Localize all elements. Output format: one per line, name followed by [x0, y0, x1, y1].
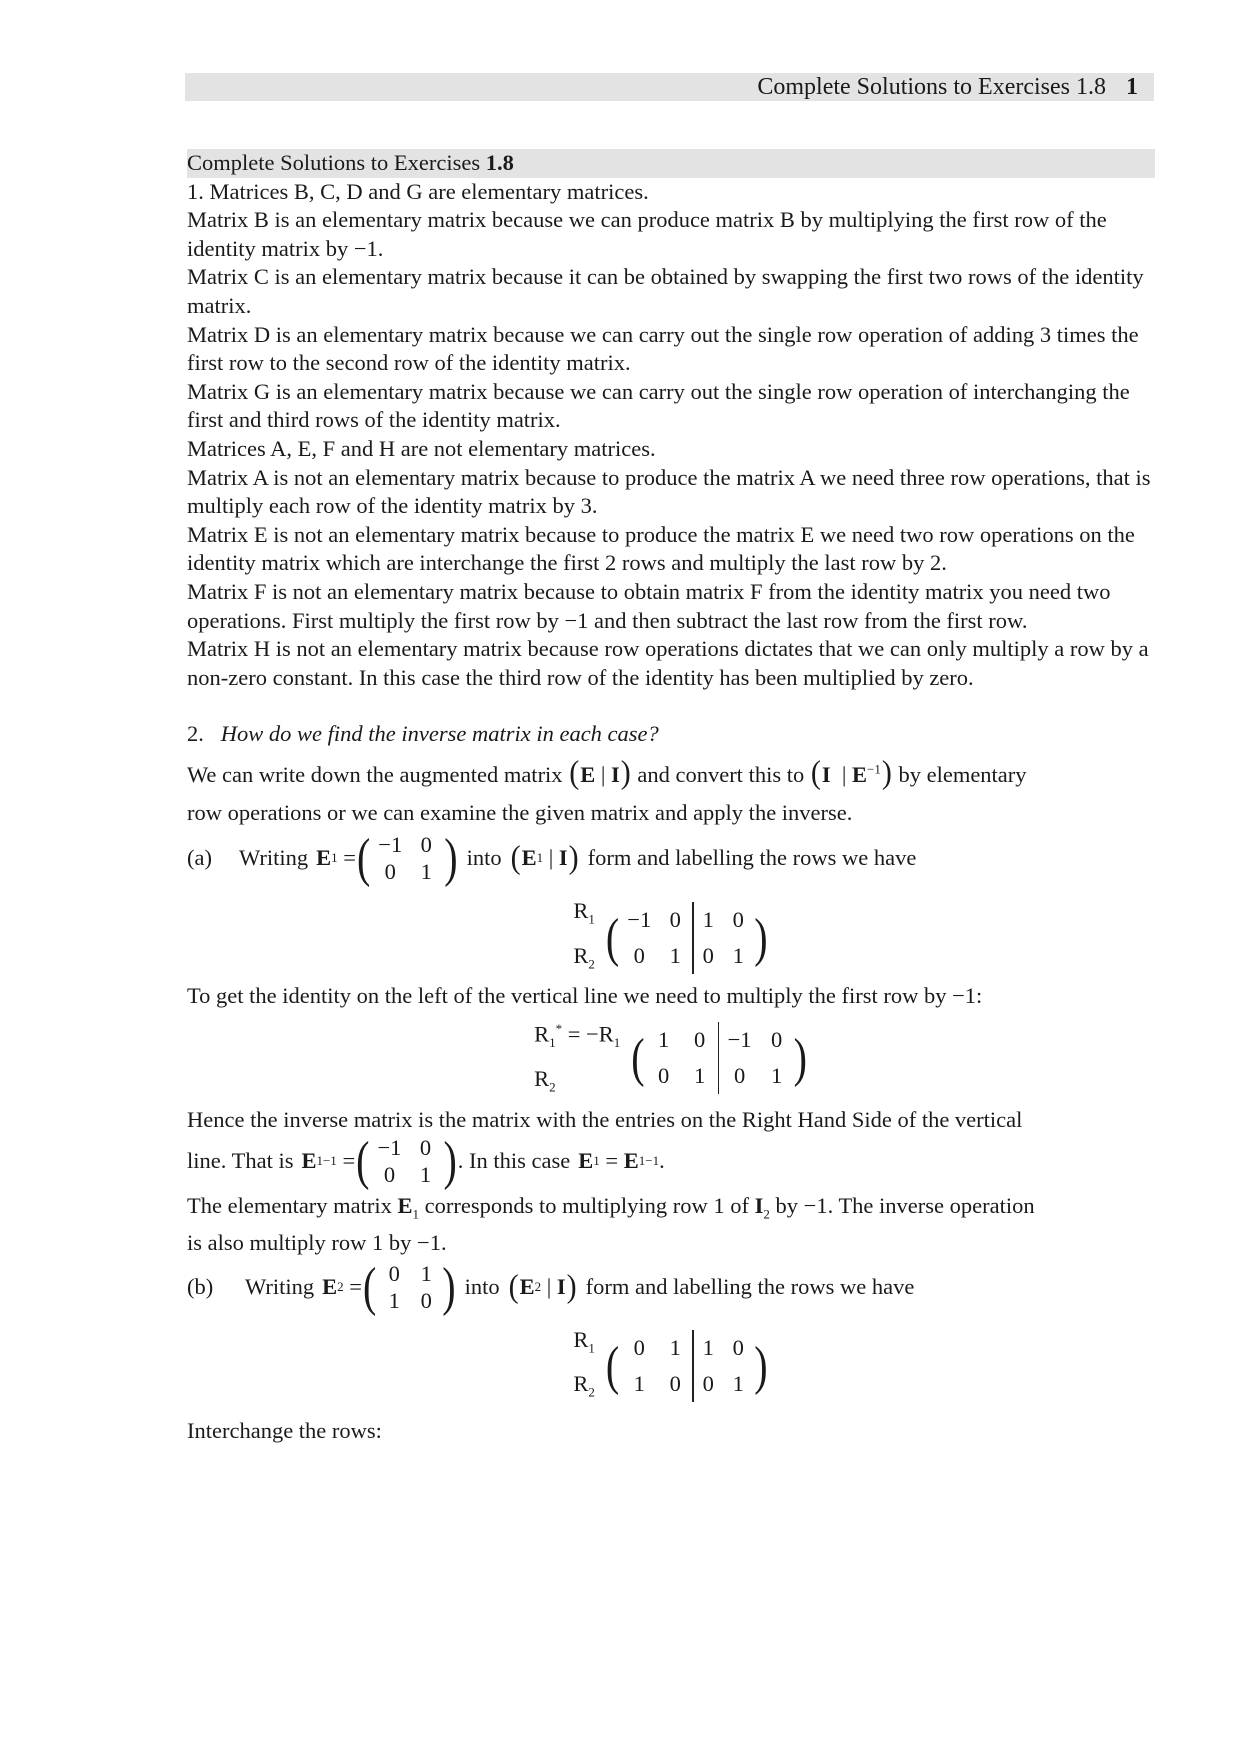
matrix-e1: ( −1 0 0 1 )	[356, 827, 458, 889]
matrix-entry: 1	[657, 1027, 670, 1053]
matrix-entry: 1	[702, 1335, 714, 1361]
q1-matrix-b: Matrix B is an elementary matrix because we can produce matrix B by multiplying the first row of the identity matrix by −1.	[187, 207, 1107, 261]
matrix-entry: 1	[669, 942, 681, 968]
q2a-correspond-2: is also multiply row 1 by −1.	[187, 1230, 447, 1256]
matrix-entry: 1	[388, 1287, 400, 1313]
page-content	[187, 149, 1155, 1445]
q1-matrix-e: Matrix E is not an elementary matrix because to produce the matrix E we need two row operations on the identity matrix which are interchange the first 2 rows and multiply the last row by 2.	[187, 521, 1135, 576]
q2a-augmented: $R_1$ $R_2$ ( −1 0 1 0 0 1 0 1 )	[187, 893, 1155, 982]
matrix-entry: −1	[377, 1135, 402, 1161]
matrix-entry: 0	[633, 942, 645, 968]
matrix-entry: 0	[420, 1287, 432, 1313]
matrix-entry: 1	[693, 1063, 706, 1089]
matrix-entry: 1	[732, 1371, 744, 1397]
q2a-hence: Hence the inverse matrix is the matrix with the entries on the Right Hand Side of the vertical	[187, 1106, 1023, 1132]
q2-method: We can write down the augmented matrix (E | I) and convert this to (I | $E^{-1}$) by elementary	[187, 754, 1027, 791]
matrix-entry: 0	[384, 859, 396, 885]
header-title: Complete Solutions to Exercises 1.8	[757, 74, 1106, 100]
matrix-entry: 0	[669, 1371, 681, 1397]
page-number: 1	[1126, 74, 1138, 100]
q2b-augmented: $R_1$ $R_2$ ( 0 1 1 0 1 0 0 1 )	[187, 1322, 1155, 1411]
matrix-entry: 0	[420, 832, 432, 858]
matrix-entry: 1	[702, 906, 714, 932]
q1-intro: 1. Matrices B, C, D and G are elementary matrices.	[187, 178, 649, 204]
matrix-entry: 0	[733, 1063, 746, 1089]
q2a-correspond: The elementary matrix $E_1$ corresponds to multiplying row 1 of $I_2$ by −1. The inverse operation	[187, 1193, 1035, 1222]
matrix-entry: 1	[419, 1162, 432, 1188]
q1-matrix-a: Matrix A is not an elementary matrix because to produce the matrix A we need three row operations, that is multiply each row of the identity matrix by 3.	[187, 464, 1151, 519]
q1-matrix-d: Matrix D is an elementary matrix because we can carry out the single row operation of adding 3 times the first row to the second row of the identity matrix.	[187, 321, 1139, 376]
q1-not-intro: Matrices A, E, F and H are not elementary matrices.	[187, 435, 656, 461]
matrix-entry: 0	[732, 1335, 744, 1361]
matrix-entry: −1	[627, 906, 652, 932]
matrix-entry: −1	[727, 1027, 752, 1053]
matrix-entry: 1	[669, 1335, 681, 1361]
q1-matrix-h: Matrix H is not an elementary matrix because row operations dictates that we can only multiply a row by a non-zero constant. In this case the third row of the identity has been multiplied by zero.	[187, 636, 1149, 690]
matrix-entry: 1	[633, 1371, 645, 1397]
q2b-writing: (b) Writing E 2 = ( 0 1 1 0 ) into ( E 2 | I ) form and labelling the rows we have	[187, 1255, 915, 1317]
q2a-step: To get the identity on the left of the vertical line we need to multiply the first row by −1:	[187, 983, 983, 1009]
q2a-result: line. That is E 1 −1 = ( −1 0 0 1 ) . In this case E 1 = E 1 −1 .	[187, 1130, 665, 1191]
section-title: Complete Solutions to Exercises 1.8	[187, 149, 1155, 178]
matrix-entry: 1	[420, 859, 432, 885]
q1-matrix-f: Matrix F is not an elementary matrix because to obtain matrix F from the identity matrix you need two operations. First multiply the first row by −1 and then subtract the last row from the first row.	[187, 578, 1111, 633]
matrix-entry: 1	[420, 1260, 432, 1286]
matrix-entry: 0	[693, 1027, 706, 1053]
matrix-entry: 0	[633, 1335, 645, 1361]
q2a-augmented-2: $R_1^* = -R_1$ $R_2$ ( 1 0 −1 0 0 1 0 1 )	[534, 1021, 807, 1095]
matrix-entry: 0	[388, 1260, 400, 1286]
matrix-entry: 0	[657, 1063, 670, 1089]
running-header	[185, 73, 1154, 101]
q1-matrix-c: Matrix C is an elementary matrix because it can be obtained by swapping the first two rows of the identity matrix.	[187, 264, 1144, 318]
matrix-entry: 0	[419, 1135, 432, 1161]
q2a-writing: (a) Writing E 1 = ( −1 0 0 1 ) into ( E 1 | I ) form and labelling the rows we have	[187, 827, 917, 889]
matrix-entry: 0	[732, 906, 744, 932]
matrix-entry: 0	[770, 1027, 783, 1053]
matrix-entry: 0	[702, 1371, 714, 1397]
matrix-entry: 0	[702, 942, 714, 968]
q2b-step: Interchange the rows:	[187, 1417, 382, 1443]
q2-method-2: row operations or we can examine the given matrix and apply the inverse.	[187, 799, 853, 825]
matrix-entry: 0	[669, 906, 681, 932]
matrix-entry: −1	[378, 832, 403, 858]
matrix-entry: 1	[770, 1063, 783, 1089]
matrix-entry: 1	[732, 942, 744, 968]
q2-question: 2. How do we find the inverse matrix in each case?	[187, 721, 659, 747]
q1-matrix-g: Matrix G is an elementary matrix because we can carry out the single row operation of interchanging the first and third rows of the identity matrix.	[187, 378, 1130, 433]
matrix-e2: ( 0 1 1 0 )	[362, 1255, 456, 1317]
matrix-entry: 0	[383, 1162, 396, 1188]
